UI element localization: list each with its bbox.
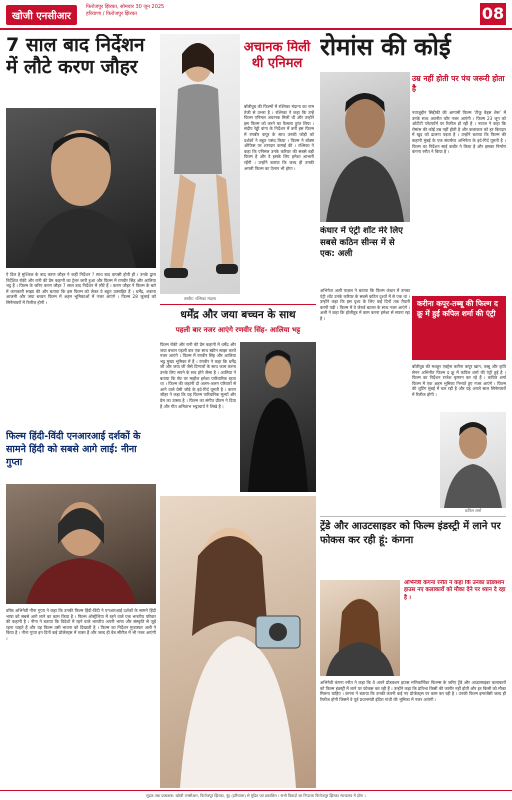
nawaz-headline-block <box>320 32 506 72</box>
dharmendra-headline: धर्मेंद्र और जया बच्चन के साथ <box>180 309 296 321</box>
section-divider <box>160 304 316 305</box>
neena-silhouette-icon <box>6 484 156 604</box>
alia-silhouette-icon <box>160 496 316 788</box>
kangana-subhead: अभिनेत्री कंगना रनौत ने कहा कि उनका प्रोडक्शन हाउस नए कलाकारों को मौका देने पर ध्यान दे रहा है । <box>404 580 506 601</box>
rashmika-headline-block <box>242 40 312 110</box>
kangana-headline-block <box>320 520 506 576</box>
page-number: 08 <box>481 4 505 23</box>
dharmendra-subhead: पहली बार नजर आएंगे रणवीर सिंह- आलिया भट्ट <box>175 326 301 334</box>
kangana-headline: ट्रेंडे और आउटसाइडर को फिल्म इंडस्ट्री में लाने पर फोकस कर रही हूं: कंगना <box>320 521 501 546</box>
neena-headline-block <box>6 430 156 480</box>
alia-photo <box>160 496 316 788</box>
kapil-silhouette-icon <box>440 412 506 508</box>
dharmendra-subhead-block <box>160 324 316 338</box>
kapil-caption: कपिल शर्मा <box>464 508 482 513</box>
nawaz-body: नवाजुद्दीन सिद्दीकी की आगामी फिल्म ‘टीकू वेड्स शेरू’ में उनके साथ अवनीत कौर नजर आएंगी । फिल्म 23 जून को ओटीटी प्लेटफॉर्म पर रिलीज हो रही है । नवाज ने कहा कि रोमांस की कोई उम्र नहीं होती है और कलाकार को हर किरदार में खुद को ढालना पड़ता है । उन्होंने बताया कि फिल्म की कहानी मुंबई के एक संघर्षरत अभिनेता के इर्द-गिर्द घूमती है । फिल्म का निर्देशन साई कबीर ने किया है और इसका निर्माण कंगना रनौत ने किया है । <box>412 110 506 155</box>
kandahar-headline: कंधार में एंट्री शॉट मेरे लिए सबसे कठिन सीन्स में से एक: अली <box>320 226 403 259</box>
section-divider <box>320 516 506 517</box>
rashmika-silhouette-icon <box>160 34 240 294</box>
nawaz-silhouette-icon <box>320 72 410 222</box>
masthead: खोजी एनसीआर <box>6 5 77 25</box>
rashmika-headline: अचानक मिली थी एनिमल <box>243 40 311 71</box>
karan-body: ऐ दिल है मुश्किल के बाद करण जौहर ने कहीं निर्देशन ? साथ बाद वापसी होनी ही । उनके द्वारा निर्देशित रॉकी और रानी की प्रेम कहानी का ट्रेलर जारी हुआ और फिल्म में रणवीर सिंह और आलिया भट्ट हैं । फिल्म के जरिए करण जौहर 7 साल बाद निर्देशन में लौटे हैं । करण जौहर ने फिल्म के बारे में जानकारी साझा की और बताया कि इस फिल्म को लेकर वे बहुत उत्साहित हैं । धर्मेंद्र, शबाना आजमी और जया बच्चन फिल्म में अहम भूमिकाओं में नजर आएंगे । फिल्म 28 जुलाई को सिनेमाघरों में रिलीज होगी । <box>6 272 156 305</box>
kandahar-headline-block <box>320 226 410 286</box>
neena-headline: फिल्म हिंदी-विंदी एनआरआई दर्शकों के सामने हिंदी को सबसे आगे लाई: नीना गुप्ता <box>6 431 141 468</box>
page-footer: मुद्रक तथा प्रकाशक: खोजी एनसीआर, फिरोजपुर झिरका, नूंह (हरियाणा) से मुद्रित एवं प्रकाशित । सभी विवादों का निपटारा फिरोजपुर झिरका न्यायालय में होगा । <box>0 790 512 800</box>
kapil-photo <box>440 412 506 508</box>
dateline: फिरोजपुर झिरका, सोमवार 30 जून 2025 हरियाणा / फिरोजपुर झिरका <box>86 4 165 17</box>
kareena-headline: करीना कपूर-तब्बू की फिल्म द क्रू में हुई कपिल शर्मा की एंट्री <box>417 299 498 318</box>
kangana-body: अभिनेत्री कंगना रनौत ने कहा कि वे अपने प्रोडक्शन हाउस मणिकर्णिका फिल्म्स के जरिए ट्रेंडे और आउटसाइडर कलाकारों को फिल्म इंडस्ट्री में लाने पर फोकस कर रही हैं । उन्होंने कहा कि प्रतिभा किसी की जागीर नहीं होती और हर किसी को मौका मिलना चाहिए । कंगना ने बताया कि उनकी कंपनी कई नए प्रोजेक्ट्स पर काम कर रही है । उनकी फिल्म इमरजेंसी जल्द ही रिलीज होगी जिसमें वे पूर्व प्रधानमंत्री इंदिरा गांधी की भूमिका में नजर आएंगी । <box>320 680 506 702</box>
rashmika-caption: तस्वीर: रश्मिका मंदाना <box>183 296 217 301</box>
neena-photo <box>6 484 156 604</box>
kareena-headline-box <box>412 296 506 360</box>
karan-photo <box>6 108 156 268</box>
nawaz-photo <box>320 72 410 222</box>
page-header <box>0 0 512 30</box>
rashmika-body: बॉलीवुड की फिल्मों में रश्मिका मंदाना का नाम तेजी से उभरा है । रश्मिका ने कहा कि उन्हें फिल्म एनिमल अचानक मिली थी और उन्होंने इस फिल्म को करने का फैसला तुरंत लिया । संदीप रेड्डी वांगा के निर्देशन में बनी इस फिल्म में रणबीर कपूर के साथ उनकी जोड़ी को दर्शकों ने बहुत पसंद किया । फिल्म ने बॉक्स ऑफिस पर शानदार कमाई की । रश्मिका ने कहा कि एनिमल उनके करियर की सबसे बड़ी फिल्म है और वे इसके लिए हमेशा आभारी रहेंगी । उन्होंने बताया कि जल्द ही उनकी अगली फिल्म का ऐलान भी होगा । <box>244 104 314 171</box>
kangana-photo <box>320 580 400 676</box>
neena-body: वरिष्ठ अभिनेत्री नीना गुप्ता ने कहा कि उनकी फिल्म हिंदी-विंदी ने एनआरआई दर्शकों के सामने हिंदी भाषा को सबसे आगे लाने का काम किया है । फिल्म ऑस्ट्रेलिया में रहने वाले एक भारतीय परिवार की कहानी है । नीना ने बताया कि विदेशों में रहने वाले भारतीय अपनी भाषा और संस्कृति से जुड़े रहना चाहते हैं और यह फिल्म उसी भावना को दिखाती है । फिल्म का निर्देशन मुजफ्फर अली ने किया है । नीना गुप्ता इन दिनों कई प्रोजेक्ट्स में व्यस्त हैं और जल्द ही वेब सीरीज में भी नजर आएंगी । <box>6 608 156 641</box>
karan-headline-block <box>6 34 156 104</box>
dharmendra-body: फिल्म रॉकी और रानी की प्रेम कहानी में धर्मेंद्र और जया बच्चन पहली बार एक साथ स्क्रीन साझा करते नजर आएंगे । फिल्म में रणवीर सिंह और आलिया भट्ट मुख्य भूमिका में हैं । रणवीर ने कहा कि धर्मेंद्र जी और जया जी जैसे दिग्गजों के साथ काम करना उनके लिए सपने के सच होने जैसा है । आलिया ने बताया कि सेट पर माहौल हमेशा पारिवारिक रहता था । फिल्म की कहानी दो अलग-अलग परिवारों से आने वाले प्रेमी जोड़े के इर्द-गिर्द घूमती है । करण जौहर ने कहा कि यह फिल्म पारिवारिक मूल्यों और प्रेम का उत्सव है । फिल्म का संगीत प्रीतम ने दिया है और गीत अमिताभ भट्टाचार्य ने लिखे हैं । <box>160 342 236 409</box>
karan-headline: 7 साल बाद निर्देशन में लौटे करण जौहर <box>6 34 145 78</box>
ranveer-silhouette-icon <box>240 342 316 492</box>
kangana-silhouette-icon <box>320 580 400 676</box>
kareena-body: बॉलीवुड की मशहूर एक्ट्रेस करीना कपूर खान, तब्बू और कृति सेनन अभिनीत फिल्म द क्रू में कपिल शर्मा की एंट्री हुई है । फिल्म का निर्देशन राजेश कृष्णन कर रहे हैं । कपिल शर्मा फिल्म में एक अहम भूमिका निभाते हुए नजर आएंगे । फिल्म की शूटिंग मुंबई में चल रही है और यह अगले साल सिनेमाघरों में रिलीज होगी । <box>412 364 506 397</box>
nawaz-subhead-block <box>412 74 506 110</box>
nawaz-subhead: उम्र नहीं होती पर पंच जरूरी होता है <box>412 74 505 93</box>
kandahar-body: अभिनेता अली फज़ल ने बताया कि फिल्म कंधार में उनका एंट्री शॉट उनके करियर के सबसे कठिन दृश्यों में से एक था । उन्होंने कहा कि इस दृश्य के लिए कई दिनों तक तैयारी करनी पड़ी । फिल्म में वे जेरार्ड बटलर के साथ नजर आएंगे । अली ने कहा कि हॉलीवुड में काम करना हमेशा से सपना रहा है । <box>320 288 410 321</box>
rashmika-photo <box>160 34 240 294</box>
kangana-subhead-block <box>404 580 506 676</box>
nawaz-headline: रोमांस की कोई <box>320 33 451 61</box>
ranveer-photo <box>240 342 316 492</box>
person-silhouette-icon <box>6 108 156 268</box>
